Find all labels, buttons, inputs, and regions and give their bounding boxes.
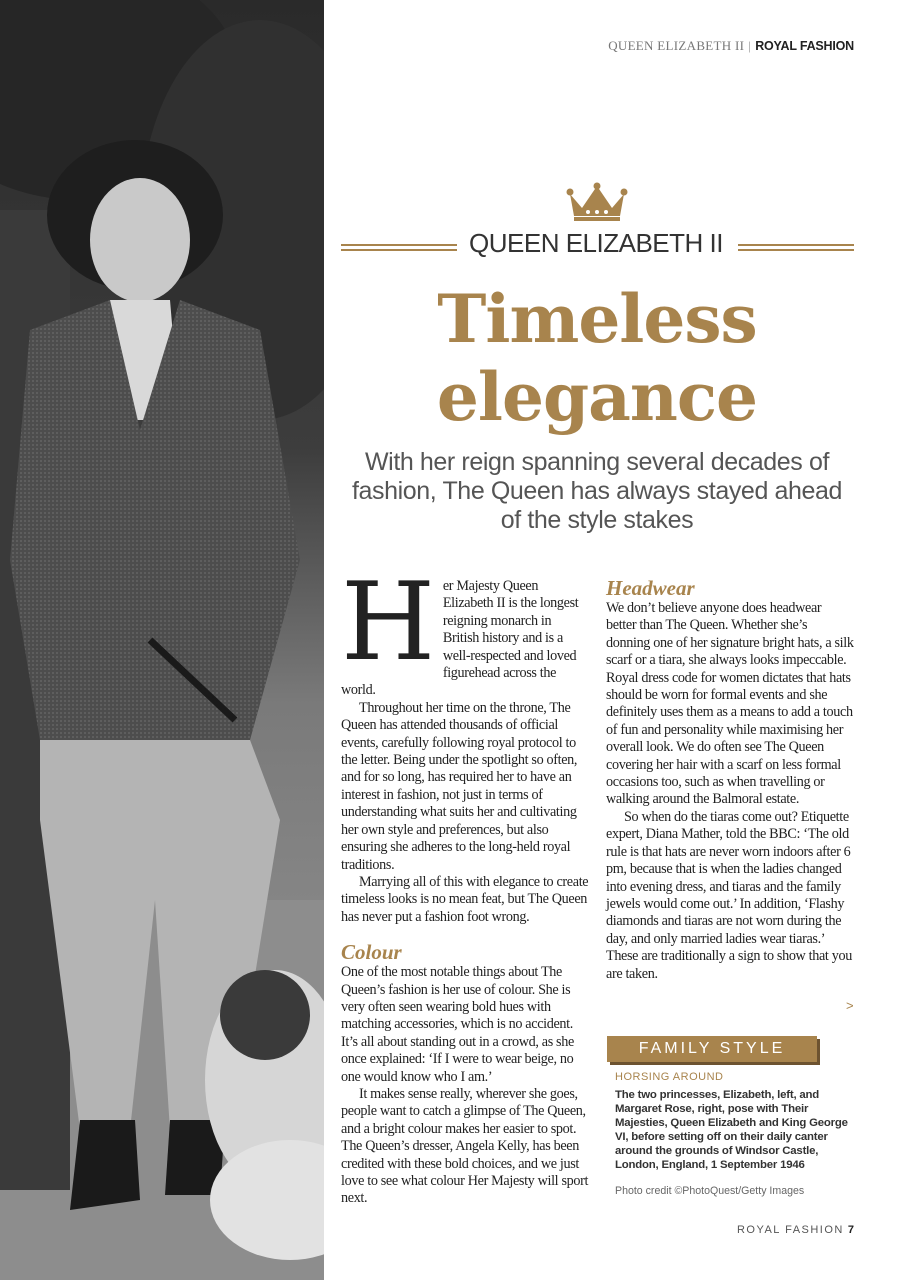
- body-paragraph: One of the most notable things about The Queen’s fashion is her use of colour. She is very often seen wearing bold hues with matching accessories, which is no accident. It’s all about standing out in a crowd, as she once explained: ‘If I were to wear beige, no one would know who I am.’: [341, 964, 574, 1085]
- family-style-label: FAMILY STYLE: [607, 1036, 817, 1062]
- subhead-colour: Colour: [341, 940, 402, 965]
- photo-caption: The two princesses, Elizabeth, left, and Margaret Rose, right, pose with Their Majesties, Queen Elizabeth and King George VI, before setting off on their daily canter around the grounds of Windsor Castle, London, England, 1 September 1946: [615, 1089, 848, 1171]
- headline-line-1: Timeless: [437, 280, 757, 358]
- running-head-divider: |: [748, 38, 752, 53]
- kicker-rule-right: [738, 244, 854, 254]
- standfirst: With her reign spanning several decades of fashion, The Queen has always stayed ahead of the style stakes: [351, 448, 843, 534]
- photo-illustration: [0, 0, 324, 1280]
- headline: [340, 280, 854, 436]
- body-column-1: [341, 560, 589, 1208]
- body-paragraph: It makes sense really, wherever she goes, people want to catch a glimpse of The Queen, and a bright colour makes her easier to spot. The Queen’s dresser, Angela Kelly, has been credited with these bold choices, and we just love to see what colour Her Majesty will sport next.: [341, 1085, 589, 1207]
- crown-icon: [566, 182, 628, 222]
- headline-line-2: elegance: [436, 358, 758, 436]
- caption-label: HORSING AROUND: [615, 1071, 724, 1083]
- folio-label: ROYAL FASHION: [736, 1224, 844, 1236]
- body-paragraph: Marrying all of this with elegance to create timeless looks is no mean feat, but The Queen has never put a fashion foot wrong.: [341, 873, 589, 925]
- kicker-rule-left: [341, 244, 457, 254]
- hero-photo: [0, 0, 324, 1280]
- photo-credit: Photo credit ©PhotoQuest/Getty Images: [615, 1185, 805, 1197]
- body-paragraph: Throughout her time on the throne, The Queen has attended thousands of official events, carefully following royal protocol to the letter. Being under the spotlight so often, and for so long, has required her to have an interest in fashion, not just in terms of understanding what suits her and cultivating her own style and preferences, but also ensuring she adheres to the long-held royal traditions.: [341, 699, 578, 873]
- body-column-2: [606, 576, 854, 983]
- dropcap: H: [341, 560, 435, 685]
- folio: [737, 1224, 854, 1236]
- body-paragraph: We don’t believe anyone does headwear better than The Queen. Whether she’s donning one of her signature bright hats, a silk scarf or a tiara, she always looks impeccable. Royal dress code for women dictates that hats should be worn for formal events and she definitely uses them as a means to add a touch of fun and personality while maximising her overall look. We do often see The Queen covering her hair with a scarf on less formal occasions too, such as when travelling or walking around the Balmoral estate.: [606, 600, 854, 808]
- intro-text: er Majesty Queen Elizabeth II is the longest reigning monarch in British history and is a well-respected and loved figurehead across the world.: [341, 578, 579, 699]
- page-number: 7: [847, 1224, 854, 1236]
- subhead-headwear: Headwear: [606, 576, 695, 600]
- kicker: QUEEN ELIZABETH II: [469, 228, 723, 258]
- continue-arrow-icon: >: [846, 998, 854, 1013]
- body-paragraph: So when do the tiaras come out? Etiquette expert, Diana Mather, told the BBC: ‘The old rule is that hats are never worn indoors after 6 pm, because that is when the ladies changed into evening dress, and tiaras and the family jewels would come out.’ In addition, ‘Flashy diamonds and tiaras are not worn during the day, and only married ladies wear tiaras.’ These are traditionally a sign to show that you are taken.: [606, 808, 852, 982]
- running-head-title: QUEEN ELIZABETH II: [608, 38, 745, 53]
- running-head: [608, 38, 854, 54]
- intro-paragraph: [341, 560, 589, 700]
- running-head-section: ROYAL FASHION: [755, 39, 854, 53]
